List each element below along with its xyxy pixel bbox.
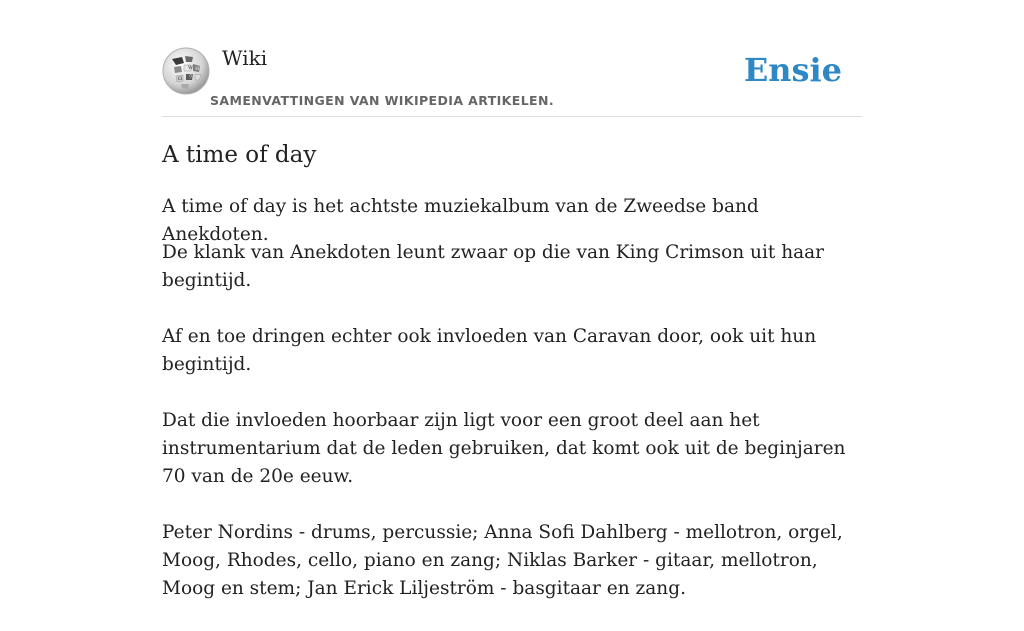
- svg-text:W: W: [188, 65, 194, 71]
- page-title: A time of day: [162, 142, 317, 168]
- article-body: [162, 239, 862, 631]
- site-tagline: SAMENVATTINGEN VAN WIKIPEDIA ARTIKELEN.: [210, 93, 555, 108]
- svg-text:И: И: [195, 66, 200, 72]
- article-paragraph: Af en toe dringen echter ook invloeden van Caravan door, ook uit hun begintijd.: [162, 326, 817, 375]
- article-paragraph: Dat die invloeden hoorbaar zijn ligt voor een groot deel aan het instrumentarium dat de leden gebruiken, dat komt ook uit de beginjaren 70 van de 20e eeuw.: [162, 410, 846, 487]
- site-header: [162, 0, 862, 117]
- svg-text:Ω: Ω: [178, 76, 183, 82]
- site-name[interactable]: Wiki: [222, 46, 268, 70]
- ensie-logo-link[interactable]: Ensie: [743, 51, 842, 89]
- page: [162, 0, 862, 599]
- wikipedia-globe-icon[interactable]: [162, 47, 210, 95]
- article-paragraph: Peter Nordins - drums, percussie; Anna Sofi Dahlberg - mellotron, orgel, Moog, Rhodes, cello, piano en zang; Niklas Barker - gitaar, mellotron, Moog en stem; Jan Erick Liljeström - basgitaar en zang.: [162, 522, 843, 599]
- svg-text:ウ: ウ: [188, 74, 194, 80]
- article-paragraph: De klank van Anekdoten leunt zwaar op die van King Crimson uit haar begintijd.: [162, 242, 825, 291]
- lead-paragraph: A time of day is het achtste muziekalbum van de Zweedse band Anekdoten.: [162, 196, 759, 245]
